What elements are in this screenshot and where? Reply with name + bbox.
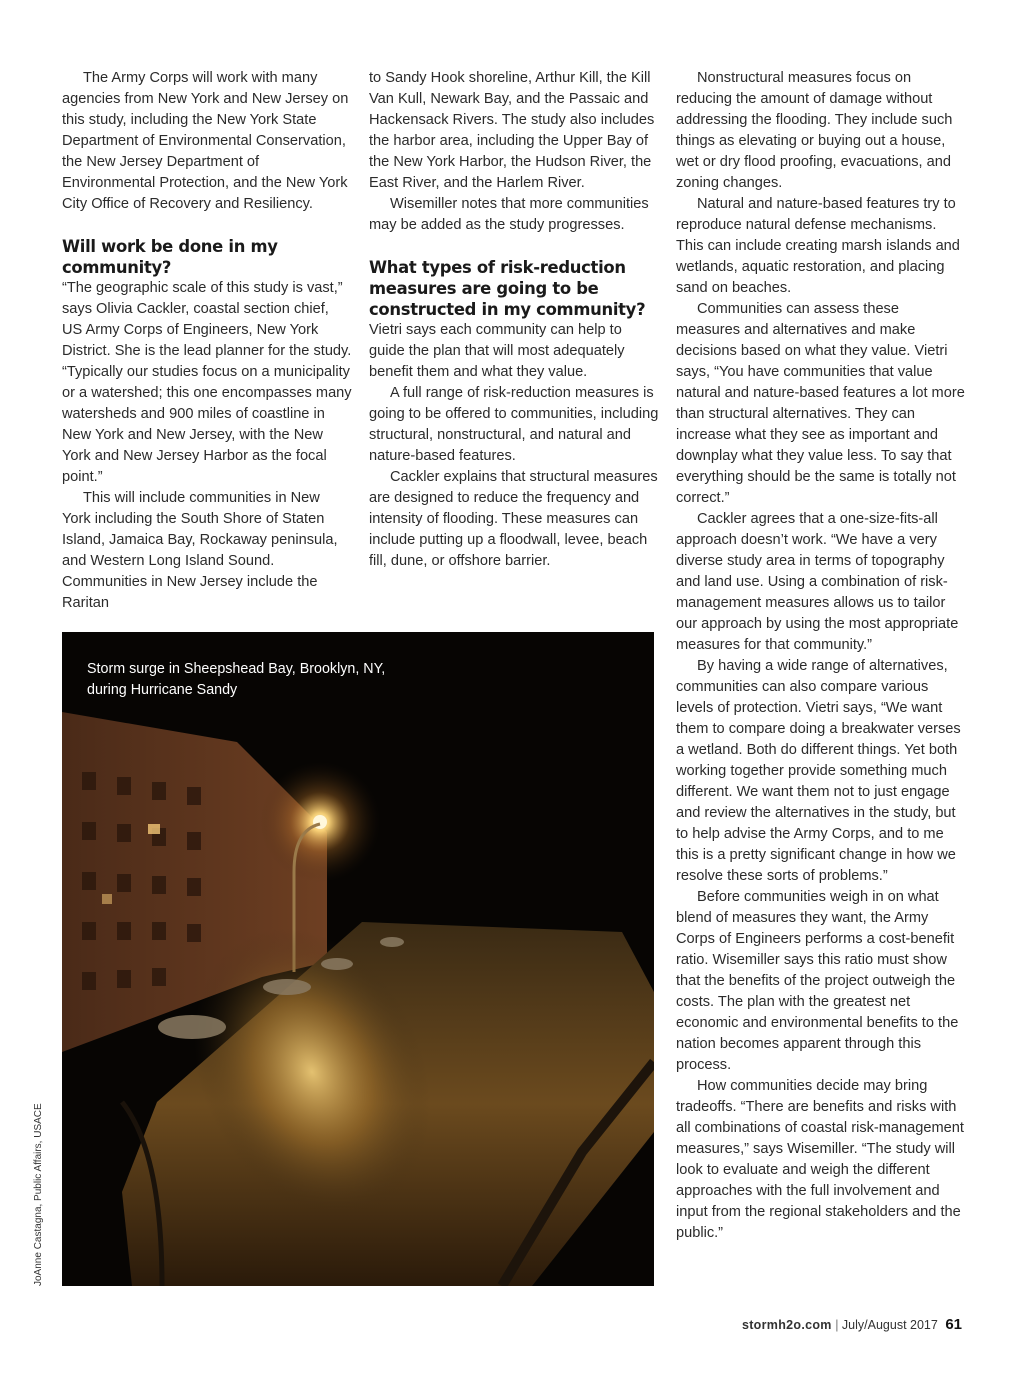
body-paragraph: “The geographic scale of this study is vast,” says Olivia Cackler, coastal section chief, US Army Corps of Engineers, New York District. She is the lead planner for the study. “Typically our studies focus on a municipality or a watershed; this one encompasses many watersheds and 900 miles of coastline in New York and New Jersey, with the New York and New Jersey Harbor as the focal point.” bbox=[62, 280, 352, 485]
body-paragraph: This will include communities in New York including the South Shore of Staten Island, Jamaica Bay, Rockaway peninsula, and Western Long Island Sound. Communities in New Jersey include the Raritan bbox=[62, 490, 338, 611]
body-paragraph: A full range of risk-reduction measures is going to be offered to communities, including structural, nonstructural, and natural and nature-based features. bbox=[369, 385, 659, 464]
body-paragraph: How communities decide may bring tradeoffs. “There are benefits and risks with all combinations of coastal risk-management measures,” says Wisemiller. “The study will look to evaluate and weigh the different approaches with the full involvement and input from the regional stakeholders and the public.” bbox=[676, 1078, 964, 1241]
body-paragraph: Cackler agrees that a one-size-fits-all approach doesn’t work. “We have a very diverse study area in terms of topography and land use. Using a combination of risk-management measures allows us to tailor our approach by using the most appropriate measures for that community.” bbox=[676, 511, 959, 653]
section-heading: Will work be done in my community? bbox=[62, 237, 278, 277]
body-paragraph: Vietri says each community can help to guide the plan that will most adequately benefit them and what they value. bbox=[369, 322, 625, 380]
body-paragraph: The Army Corps will work with many agencies from New York and New Jersey on this study, including the New York State Department of Environmental Conservation, the New Jersey Department of Environmental Protection, and the New York City Office of Recovery and Resiliency. bbox=[62, 70, 349, 212]
footer-issue: July/August 2017 bbox=[841, 1318, 938, 1332]
body-paragraph: to Sandy Hook shoreline, Arthur Kill, the Kill Van Kull, Newark Bay, and the Passaic and Hackensack Rivers. The study also includes the harbor area, including the Upper Bay of the New York Harbor, the Hudson River, the East River, and the Harlem River. bbox=[369, 70, 655, 191]
body-paragraph: Natural and nature-based features try to reproduce natural defense mechanisms. This can include creating marsh islands and wetlands, aquatic restoration, and placing sand on beaches. bbox=[676, 196, 960, 296]
storm-surge-photo-illustration bbox=[62, 632, 654, 1286]
body-paragraph: By having a wide range of alternatives, communities can also compare various levels of protection. Vietri says, “We want them to compare doing a breakwater verses a wetland. Both do different things. Yet both working together provide something much different. We want them not to just engage and review the alternatives in the study, but to help advise the Army Corps, and to me this is a pretty significant change in how we resolve these sorts of problems.” bbox=[676, 658, 961, 884]
body-paragraph: Wisemiller notes that more communities may be added as the study progresses. bbox=[369, 196, 649, 233]
storm-surge-photo bbox=[62, 632, 654, 1286]
article-column-2 bbox=[369, 68, 659, 572]
body-paragraph: Before communities weigh in on what blend of measures they want, the Army Corps of Engineers performs a cost-benefit ratio. Wisemiller says this ratio must show that the benefits of the project outweigh the costs. The plan with the greatest net economic and environmental benefits to the nation becomes apparent through this process. bbox=[676, 889, 959, 1073]
body-paragraph: Nonstructural measures focus on reducing the amount of damage without addressing the flooding. They include such things as elevating or buying out a house, wet or dry flood proofing, evacuations, and zoning changes. bbox=[676, 70, 953, 191]
page-footer bbox=[700, 1316, 962, 1333]
footer-site: stormh2o.com bbox=[741, 1318, 832, 1332]
section-heading: What types of risk-reduction measures are going to be constructed in my community? bbox=[369, 258, 646, 319]
article-column-1 bbox=[62, 68, 352, 614]
body-paragraph: Cackler explains that structural measures are designed to reduce the frequency and intensity of flooding. These measures can include putting up a floodwall, levee, beach fill, dune, or offshore barrier. bbox=[369, 469, 658, 569]
footer-separator: | bbox=[835, 1318, 839, 1332]
page-number: 61 bbox=[945, 1316, 962, 1333]
article-column-3 bbox=[676, 68, 966, 1244]
body-paragraph: Communities can assess these measures and alternatives and make decisions based on what they value. Vietri says, “You have communities that value natural and nature-based features a lot more than structural alternatives. They can increase what they see as important and downplay what they value less. To say that everything should be the same is totally not correct.” bbox=[676, 301, 965, 506]
photo-caption: Storm surge in Sheepshead Bay, Brooklyn, NY, during Hurricane Sandy bbox=[87, 661, 386, 698]
photo-credit: JoAnne Castagna, Public Affairs, USACE bbox=[33, 1103, 44, 1286]
